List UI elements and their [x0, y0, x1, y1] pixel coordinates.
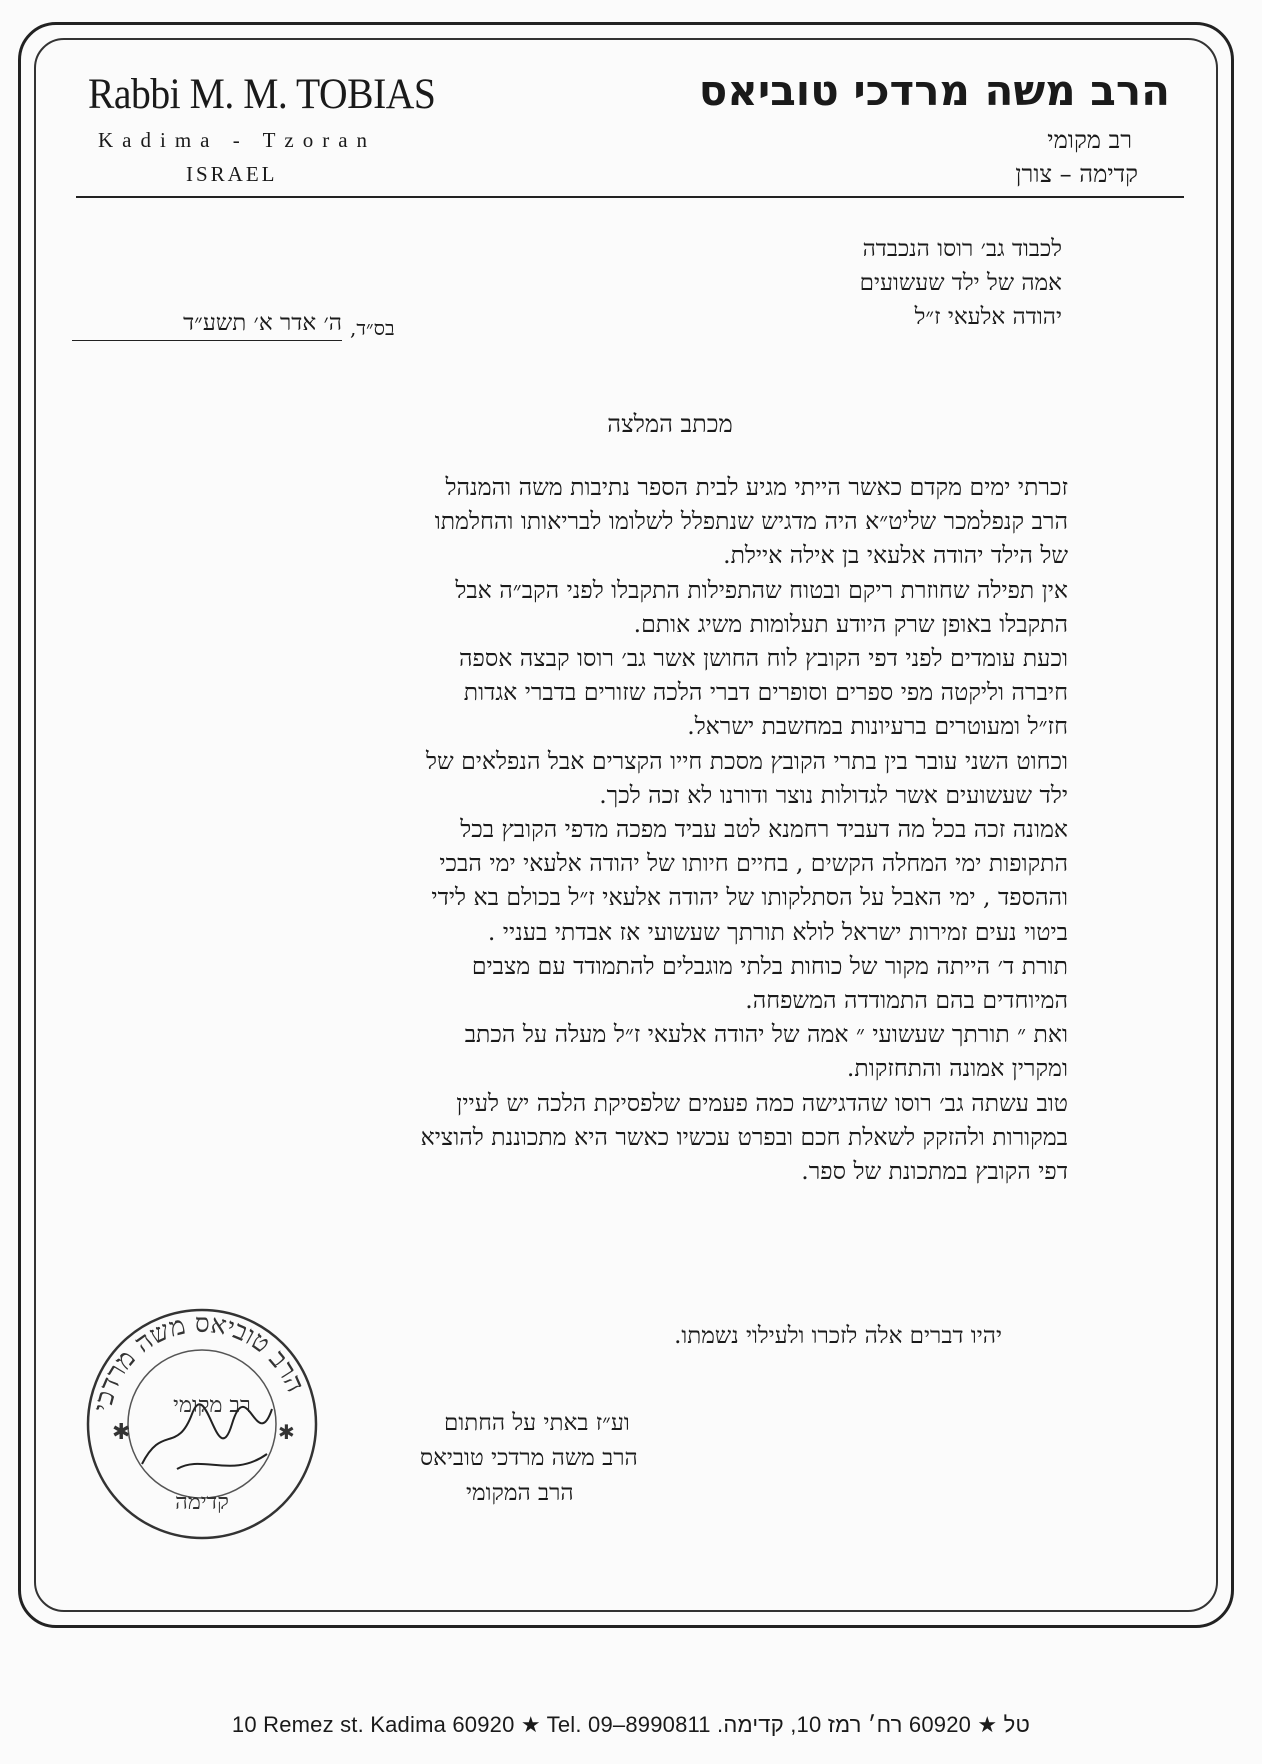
addressee-line-3: יהודה אלעאי ז״ל	[914, 304, 1062, 330]
letter-body	[270, 470, 1068, 1188]
seal-star-icon: ✱	[112, 1420, 131, 1445]
letter-subject: מכתב המלצה	[607, 410, 733, 438]
header-divider	[76, 196, 1184, 198]
body-line: התקבלו באופן שרק היודע תעלומות משיג אותם.	[633, 609, 1068, 638]
body-line: וההספד , ימי האבל על הסתלקותו של יהודה אלעאי ז״ל בכולם בא לידי	[431, 883, 1068, 912]
body-line: חז״ל ומעוטרים ברעיונות במחשבת ישראל.	[687, 712, 1068, 741]
body-line: ילד שעשועים אשר לגדולות נוצר ודורנו לא זכה לכך.	[599, 780, 1068, 809]
body-line: של הילד יהודה אלעאי בן אילה איילת.	[723, 541, 1068, 570]
footer-contact: 10 Remez st. Kadima 60920 ★ Tel. 09–8990811 .טל ★ 60920 רח׳ רמז 10, קדימה	[231, 1712, 1031, 1737]
english-rabbi-name: Rabbi M. M. TOBIAS	[88, 71, 436, 118]
seal-center-text: רב מקומי	[173, 1393, 251, 1418]
addressee-line-2: אמה של ילד שעשועים	[859, 270, 1062, 296]
seal-outer-text: הרב טוביאס משה מרדכי	[87, 1308, 311, 1414]
signature-line-2: הרב משה מרדכי טוביאס	[420, 1445, 638, 1471]
body-line: ואת ״ תורתך שעשועי ״ אמה של יהודה אלעאי ז״ל מעלה על הכתב	[464, 1020, 1068, 1049]
addressee-line-1: לכבוד גב׳ רוסו הנכבדה	[862, 236, 1062, 262]
date-prefix: בס״ד,	[350, 316, 395, 340]
hebrew-city: קדימה – צורן	[1015, 160, 1138, 188]
letter-date: ה׳ אדר א׳ תשע״ד	[72, 310, 342, 341]
body-line: זכרתי ימים מקדם כאשר הייתי מגיע לבית הספר נתיבות משה והמנהל	[445, 473, 1068, 501]
body-line: וכחוט השני עובר בין בתרי הקובץ מסכת חייו הקצרים אבל הנפלאים של	[425, 746, 1068, 775]
body-line: טוב עשתה גב׳ רוסו שהדגישה כמה פעמים שלפסיקת הלכה יש לעיין	[456, 1088, 1068, 1117]
body-line: במקורות ולהזקק לשאלת חכם ובפרט עכשיו כאשר היא מתכוננת להוציא	[420, 1122, 1068, 1151]
english-city: Kadima - Tzoran	[98, 128, 377, 152]
hebrew-rabbi-name: הרב משה מרדכי טוביאס	[698, 66, 1170, 115]
body-line: המיוחדים בהם התמודדה המשפחה.	[745, 986, 1068, 1015]
signature-line-3: הרב המקומי	[466, 1480, 574, 1506]
body-line: תורת ד׳ הייתה מקור של כוחות בלתי מוגבלים להתמודד עם מצבים	[471, 951, 1068, 980]
seal-star-icon-right: ✱	[278, 1420, 295, 1444]
handwritten-signature-icon	[142, 1404, 272, 1469]
body-line: אין תפילה שחוזרת ריקם ובטוח שהתפילות התקבלו לפני הקב״ה אבל	[455, 575, 1068, 604]
body-line: וכעת עומדים לפני דפי הקובץ לוח החושן אשר גב׳ רוסו קבצה אספה	[459, 644, 1068, 673]
rabbi-seal-stamp	[82, 1304, 322, 1544]
body-line: חיברה וליקטה מפי ספרים וסופרים דברי הלכה שזורים בדברי אגדות	[463, 678, 1068, 707]
body-line: דפי הקובץ במתכונת של ספר.	[801, 1157, 1068, 1186]
body-line: ביטוי נעים זמירות ישראל לולא תורתך שעשועי אז אבדתי בעניי .	[487, 917, 1068, 946]
hebrew-role: רב מקומי	[1047, 126, 1132, 154]
body-line: ומקרין אמונה והתחזקות.	[846, 1054, 1068, 1083]
signature-line-1: וע״ז באתי על החתום	[444, 1410, 630, 1436]
english-country: ISRAEL	[186, 162, 278, 186]
closing-line: יהיו דברים אלה לזכרו ולעילוי נשמתו.	[674, 1323, 1002, 1349]
seal-bottom-text: קדימה	[175, 1490, 229, 1515]
body-line: התקופות ימי המחלה הקשים , בחיים חיותו של יהודה אלעאי ימי הבכי	[439, 849, 1068, 878]
body-line: הרב קנפלמכר שליט״א היה מדגיש שנתפלל לשלומו לבריאותו והחלמתו	[434, 507, 1068, 536]
body-line: אמונה זכה בכל מה דעביד רחמנא לטב עביד מפכה מדפי הקובץ בכל	[460, 815, 1068, 844]
